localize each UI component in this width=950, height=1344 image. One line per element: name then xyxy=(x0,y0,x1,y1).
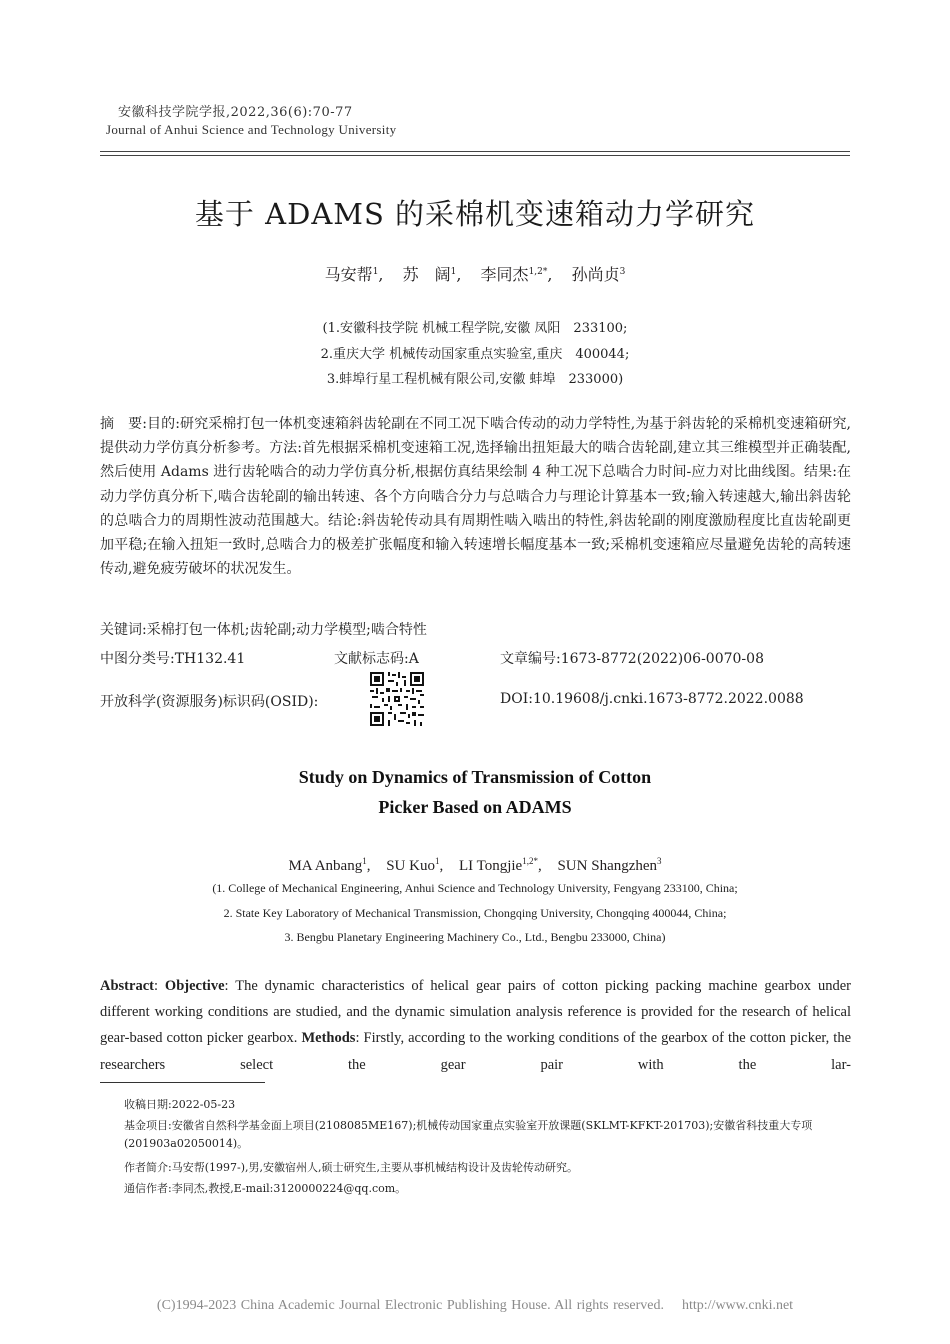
author-sup: 1 xyxy=(362,856,367,866)
abstract-cn: 摘 要:目的:研究采棉打包一体机变速箱斜齿轮副在不同工况下啮合传动的动力学特性,为基于斜齿轮的采棉机变速箱研究,提供动力学仿真分析参考。方法:首先根据采棉机变速箱工况,选择输出扭矩最大的啮合齿轮副,建立其三维模型并正确装配,然后使用 Adams 进行齿轮啮合的动力学仿真分析,根据仿真结果绘制 4 种工况下总啮合力时间-应力对比曲线图。结果:在动力学仿真分析下,啮合齿轮副的输出转速、各个方向啮合分力与总啮合力与理论计算基本一致;输入转速越大,输出斜齿轮的总啮合力的周期性波动范围越大。结论:斜齿轮传动具有周期性啮入啮出的特性,斜齿轮副的刚度激励程度比直齿轮副更加平稳;在输入扭矩一致时,总啮合力的极差扩张幅度和输入转速增长幅度基本一致;采棉机变速箱应尽量避免齿轮的高转速传动,避免疲劳破坏的状况发生。 xyxy=(100,416,851,578)
author-list-cn: 马安帮$^1$, 苏 阔$^1$, 李同杰$^{1,2*}$, 孙尚贞$^3$ xyxy=(324,265,626,284)
author-name: 苏 阔 xyxy=(402,265,451,284)
header-rule xyxy=(100,151,850,152)
title-en-line: Picker Based on ADAMS xyxy=(378,797,572,817)
affiliation-cn: 3.蚌埠行星工程机械有限公司,安徽 蚌埠 233000) xyxy=(326,372,624,387)
author-name: LI Tongjie xyxy=(458,858,523,874)
page-title-en xyxy=(100,762,850,822)
affiliation-cn: 2.重庆大学 机械传动国家重点实验室,重庆 400044; xyxy=(320,347,630,362)
abstract-label: Abstract xyxy=(100,978,154,994)
footnote-received: 收稿日期:2022-05-23 xyxy=(124,1098,236,1111)
author-sup: 3 xyxy=(657,856,662,866)
footnote-rule xyxy=(100,1082,265,1083)
footnote-author-bio: 作者简介:马安帮(1997-),男,安徽宿州人,硕士研究生,主要从事机械结构设计及齿轮传动研究。 xyxy=(124,1161,578,1174)
footnote-fund: 基金项目:安徽省自然科学基金面上项目(2108085ME167);机械传动国家重点实验室开放课题(SKLMT-KFKT-201703);安徽省科技重大专项(201903a02050014)。 xyxy=(124,1119,813,1150)
header-rule xyxy=(100,155,850,156)
osid-label: 开放科学(资源服务)标识码(OSID): xyxy=(100,694,319,710)
footnote-corresponding: 通信作者:李同杰,教授,E-mail:3120000224@qq.com。 xyxy=(124,1182,407,1195)
copyright-notice: (C)1994-2023 China Academic Journal Electronic Publishing House. All rights reserved. http://www.cnki.net xyxy=(156,1298,794,1313)
objective-label: Objective xyxy=(164,978,225,994)
author-sup: 1 xyxy=(434,856,440,866)
document-code: 文献标志码:A xyxy=(334,651,419,667)
author-sup: 3 xyxy=(619,267,626,277)
author-sup: 1 xyxy=(372,267,379,277)
methods-label: Methods xyxy=(301,1030,356,1047)
author-sup: 1,2* xyxy=(528,267,548,277)
author-name: 李同杰 xyxy=(480,265,529,284)
methods-text: Firstly, according to the working conditions of the gearbox of the cotton picker, the researchers select the gear pair with the lar- xyxy=(100,1030,851,1073)
affiliation-en: 2. State Key Laboratory of Mechanical Transmission, Chongqing University, Chongqing 400044, China; xyxy=(223,906,727,920)
keywords-cn: 关键词:采棉打包一体机;齿轮副;动力学模型;啮合特性 xyxy=(100,622,427,638)
article-number: 文章编号:1673-8772(2022)06-0070-08 xyxy=(500,651,764,667)
journal-citation-cn: 安徽科技学院学报,2022,36(6):70-77 xyxy=(118,105,353,120)
objective-text: The dynamic characteristics of helical gear pairs of cotton picking packing machine gearbox under different working conditions are studied, and the dynamic simulation analysis reference is provided for the research of helical gear-based cotton picker gearbox. xyxy=(100,978,851,1047)
journal-name-en: Journal of Anhui Science and Technology University xyxy=(106,122,397,137)
title-en-line: Study on Dynamics of Transmission of Cotton xyxy=(298,767,652,787)
doi-link[interactable]: DOI:10.19608/j.cnki.1673-8772.2022.0088 xyxy=(500,691,804,707)
affiliation-en: 3. Bengbu Planetary Engineering Machinery Co., Ltd., Bengbu 233000, China) xyxy=(284,930,666,944)
author-sup: 1,2* xyxy=(522,856,538,866)
author-sup: 1 xyxy=(450,267,457,277)
author-name: SU Kuo xyxy=(386,858,435,874)
affiliation-cn: (1.安徽科技学院 机械工程学院,安徽 凤阳 233100; xyxy=(322,321,628,336)
author-name: 马安帮 xyxy=(324,265,373,284)
qr-code-icon[interactable] xyxy=(370,672,424,726)
page-title-cn: 基于 ADAMS 的采棉机变速箱动力学研究 xyxy=(194,197,756,231)
classification-code: 中图分类号:TH132.41 xyxy=(100,651,246,667)
author-name: MA Anbang xyxy=(288,858,363,874)
abstract-en: Abstract: Objective: The dynamic characteristics of helical gear pairs of cotton picking packing machine gearbox under different working conditions are studied, and the dynamic simulation analysis reference is provided for the research of helical gear-based cotton picker gearbox. Methods: Firstly, according to the working conditions of the gearbox of the cotton picker, the researchers select the gear pair with the lar- xyxy=(100,978,851,1073)
author-name: SUN Shangzhen xyxy=(557,858,658,874)
author-list-en: MA Anbang$^1$, SU Kuo$^1$, LI Tongjie$^{1,2*}$, SUN Shangzhen$^3$ xyxy=(288,856,662,874)
author-name: 孙尚贞 xyxy=(571,265,620,284)
affiliation-en: (1. College of Mechanical Engineering, Anhui Science and Technology University, Fengyang 233100, China; xyxy=(212,881,738,895)
